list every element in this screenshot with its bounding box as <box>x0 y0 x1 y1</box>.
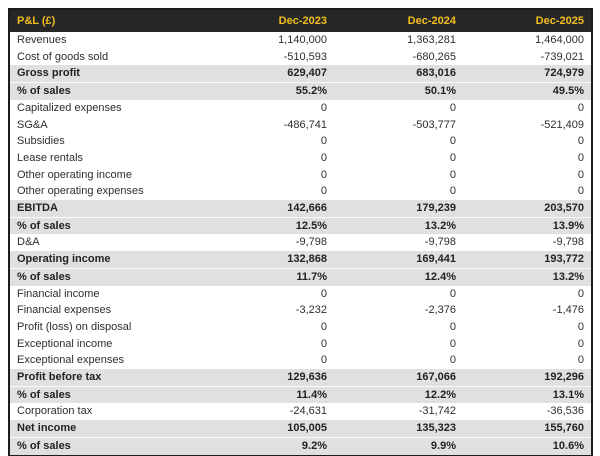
row-label: Exceptional expenses <box>9 352 205 369</box>
row-value: -739,021 <box>463 49 592 66</box>
row-label: D&A <box>9 234 205 251</box>
row-value: 0 <box>463 319 592 336</box>
table-row <box>9 133 592 150</box>
table-row <box>9 183 592 200</box>
row-value: 169,441 <box>334 251 463 268</box>
row-value: -486,741 <box>205 117 334 134</box>
row-value: 1,464,000 <box>463 32 592 49</box>
row-value: 0 <box>205 352 334 369</box>
row-value: 0 <box>334 100 463 117</box>
row-value: 0 <box>334 133 463 150</box>
row-value: 0 <box>463 352 592 369</box>
row-value: 10.6% <box>463 437 592 455</box>
row-value: 0 <box>334 167 463 184</box>
row-label: Other operating expenses <box>9 183 205 200</box>
table-row <box>9 167 592 184</box>
table-row <box>9 420 592 437</box>
row-value: 132,868 <box>205 251 334 268</box>
row-value: 0 <box>463 133 592 150</box>
row-value: 0 <box>334 150 463 167</box>
column-header-dec-2025: Dec-2025 <box>463 9 592 32</box>
row-value: -31,742 <box>334 403 463 420</box>
row-value: 0 <box>463 336 592 353</box>
row-value: 0 <box>334 336 463 353</box>
row-value: -2,376 <box>334 302 463 319</box>
pnl-table <box>8 8 593 456</box>
row-value: 0 <box>205 150 334 167</box>
row-value: 0 <box>334 319 463 336</box>
table-row <box>9 32 592 49</box>
row-value: 55.2% <box>205 83 334 100</box>
row-value: 0 <box>463 100 592 117</box>
row-value: 0 <box>334 286 463 303</box>
table-row <box>9 49 592 66</box>
row-value: -521,409 <box>463 117 592 134</box>
header-row <box>9 9 592 32</box>
row-value: 0 <box>463 286 592 303</box>
row-label: Profit (loss) on disposal <box>9 319 205 336</box>
row-value: 0 <box>463 183 592 200</box>
row-value: 135,323 <box>334 420 463 437</box>
row-value: 155,760 <box>463 420 592 437</box>
row-value: 724,979 <box>463 65 592 82</box>
table-row <box>9 100 592 117</box>
row-value: 0 <box>205 183 334 200</box>
table-row <box>9 369 592 386</box>
row-value: -680,265 <box>334 49 463 66</box>
row-value: 13.2% <box>463 268 592 285</box>
table-row <box>9 302 592 319</box>
row-value: -503,777 <box>334 117 463 134</box>
row-value: 1,363,281 <box>334 32 463 49</box>
row-label: Other operating income <box>9 167 205 184</box>
table-row <box>9 150 592 167</box>
table-row <box>9 251 592 268</box>
row-label: Corporation tax <box>9 403 205 420</box>
table-row <box>9 65 592 82</box>
row-value: 129,636 <box>205 369 334 386</box>
row-label: Net income <box>9 420 205 437</box>
table-row <box>9 200 592 217</box>
row-value: 13.1% <box>463 386 592 403</box>
row-label: Financial expenses <box>9 302 205 319</box>
table-row <box>9 352 592 369</box>
row-value: 9.9% <box>334 437 463 455</box>
table-title: P&L (£) <box>9 9 205 32</box>
row-value: -9,798 <box>334 234 463 251</box>
row-value: 0 <box>463 167 592 184</box>
table-row <box>9 286 592 303</box>
row-value: 0 <box>463 150 592 167</box>
table-row <box>9 117 592 134</box>
row-label: % of sales <box>9 437 205 455</box>
row-label: Financial income <box>9 286 205 303</box>
row-value: 0 <box>205 167 334 184</box>
row-value: 11.4% <box>205 386 334 403</box>
row-label: Subsidies <box>9 133 205 150</box>
row-value: -36,536 <box>463 403 592 420</box>
table-row <box>9 319 592 336</box>
row-value: 0 <box>205 286 334 303</box>
row-value: 629,407 <box>205 65 334 82</box>
row-value: 193,772 <box>463 251 592 268</box>
row-label: % of sales <box>9 83 205 100</box>
row-value: -24,631 <box>205 403 334 420</box>
pnl-table-header <box>9 9 592 32</box>
column-header-dec-2023: Dec-2023 <box>205 9 334 32</box>
row-value: 50.1% <box>334 83 463 100</box>
row-value: 12.4% <box>334 268 463 285</box>
row-label: Revenues <box>9 32 205 49</box>
row-label: Capitalized expenses <box>9 100 205 117</box>
row-value: 49.5% <box>463 83 592 100</box>
row-value: 0 <box>334 352 463 369</box>
row-label: EBITDA <box>9 200 205 217</box>
row-value: -9,798 <box>463 234 592 251</box>
row-label: % of sales <box>9 268 205 285</box>
row-value: 0 <box>334 183 463 200</box>
table-row <box>9 83 592 100</box>
row-label: SG&A <box>9 117 205 134</box>
row-value: 1,140,000 <box>205 32 334 49</box>
row-value: -1,476 <box>463 302 592 319</box>
row-value: -3,232 <box>205 302 334 319</box>
row-label: Exceptional income <box>9 336 205 353</box>
row-label: Operating income <box>9 251 205 268</box>
row-label: Profit before tax <box>9 369 205 386</box>
row-label: % of sales <box>9 386 205 403</box>
row-value: 13.2% <box>334 217 463 234</box>
row-value: 142,666 <box>205 200 334 217</box>
row-value: 11.7% <box>205 268 334 285</box>
row-value: 203,570 <box>463 200 592 217</box>
row-value: 13.9% <box>463 217 592 234</box>
table-row <box>9 386 592 403</box>
row-value: -9,798 <box>205 234 334 251</box>
row-value: 683,016 <box>334 65 463 82</box>
pnl-table-body <box>9 32 592 456</box>
table-row <box>9 403 592 420</box>
table-row <box>9 217 592 234</box>
row-label: % of sales <box>9 217 205 234</box>
row-label: Cost of goods sold <box>9 49 205 66</box>
row-value: 0 <box>205 100 334 117</box>
row-value: 0 <box>205 133 334 150</box>
row-value: 179,239 <box>334 200 463 217</box>
row-label: Gross profit <box>9 65 205 82</box>
table-row <box>9 437 592 455</box>
row-value: 105,005 <box>205 420 334 437</box>
row-value: 0 <box>205 319 334 336</box>
row-value: 167,066 <box>334 369 463 386</box>
row-value: 9.2% <box>205 437 334 455</box>
row-value: 0 <box>205 336 334 353</box>
table-row <box>9 268 592 285</box>
row-value: 192,296 <box>463 369 592 386</box>
table-row <box>9 336 592 353</box>
column-header-dec-2024: Dec-2024 <box>334 9 463 32</box>
row-value: 12.2% <box>334 386 463 403</box>
row-label: Lease rentals <box>9 150 205 167</box>
row-value: -510,593 <box>205 49 334 66</box>
table-row <box>9 234 592 251</box>
row-value: 12.5% <box>205 217 334 234</box>
